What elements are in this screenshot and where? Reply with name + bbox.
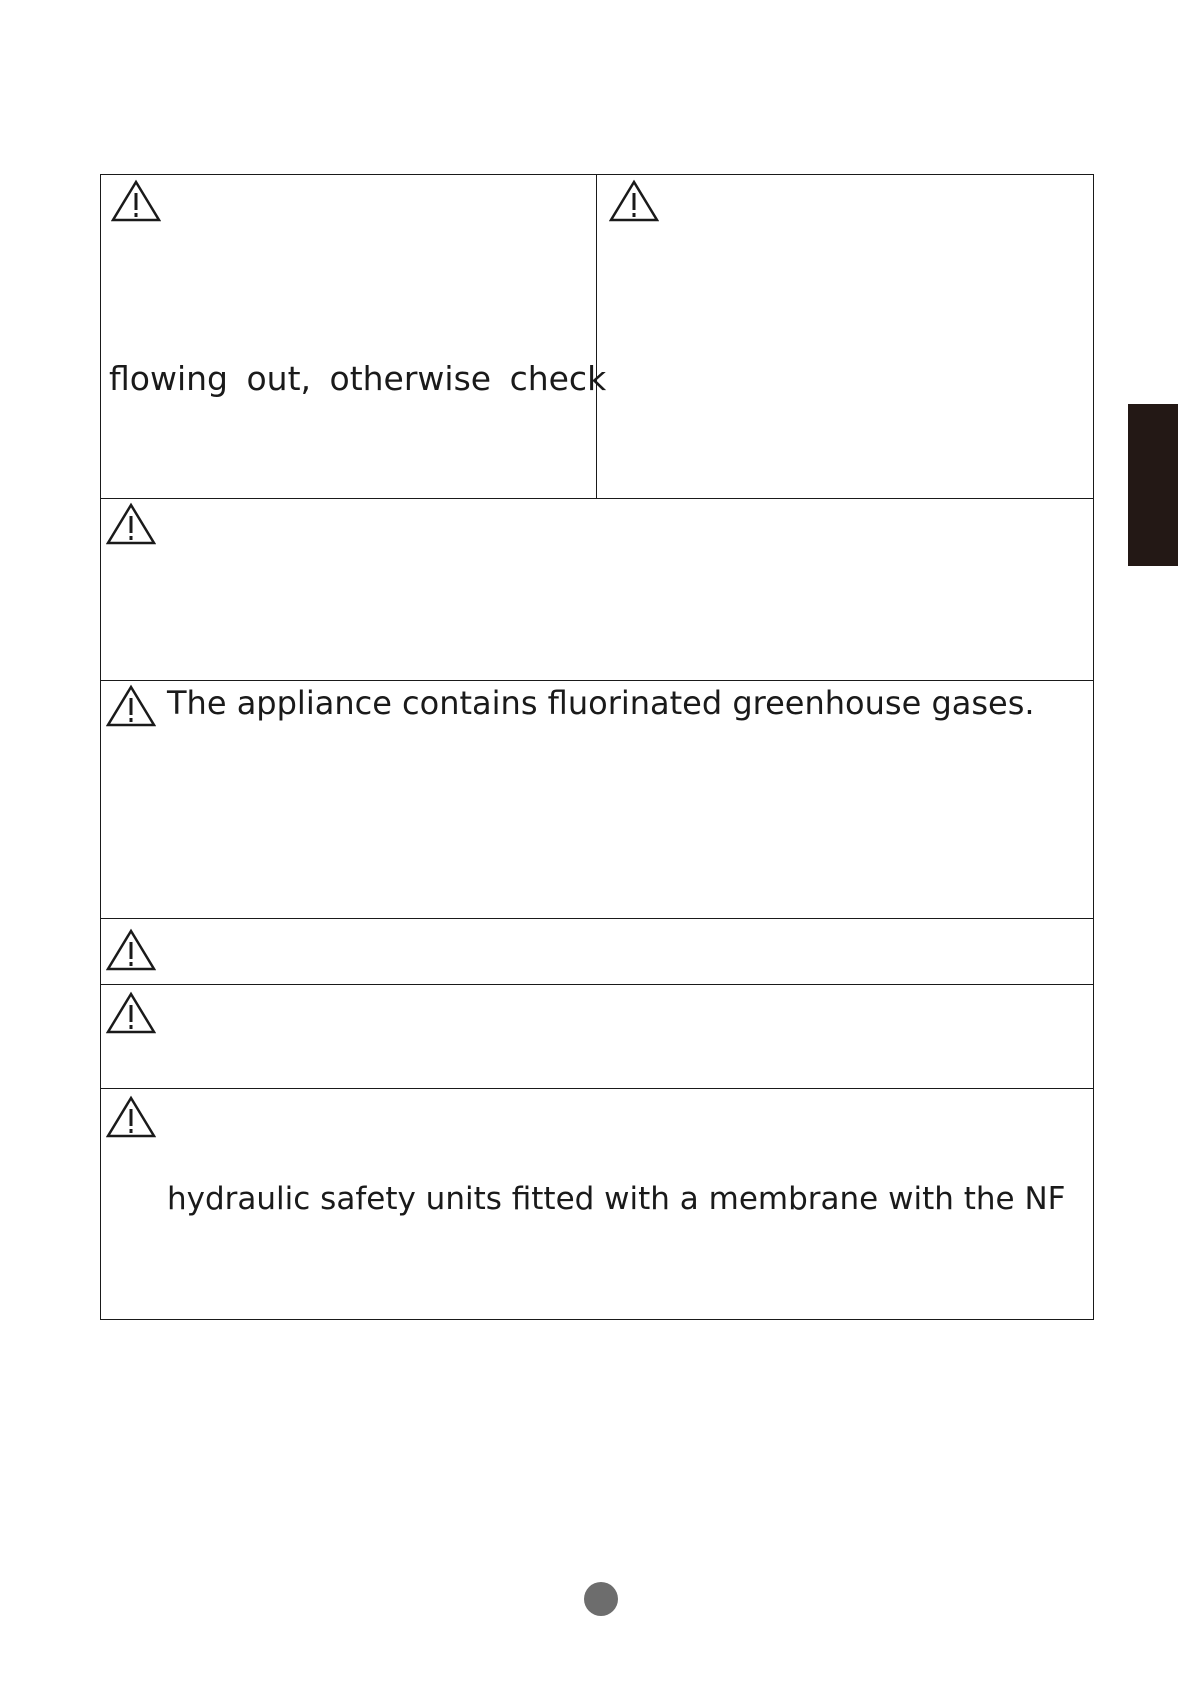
page-number-marker: [584, 1582, 618, 1616]
warning-cell-row6: [101, 1088, 1093, 1319]
warning-triangle-icon: [106, 502, 156, 546]
warning-triangle-icon: [111, 179, 161, 223]
warning-triangle-icon: [106, 1095, 156, 1139]
warning-cell-row3: [101, 680, 1093, 918]
warning-cell-row5: [101, 984, 1093, 1088]
warning-text: flowing out, otherwise check: [109, 359, 607, 398]
section-side-tab: [1128, 404, 1178, 566]
warning-triangle-icon: [106, 684, 156, 728]
warning-cell-row4: [101, 918, 1093, 984]
warning-cell-row2: [101, 498, 1093, 680]
warning-cell-row1-left: [101, 175, 607, 498]
warning-text: The appliance contains fluorinated greenhouse gases.: [167, 684, 1035, 722]
warning-triangle-icon: [106, 928, 156, 972]
warning-triangle-icon: [106, 991, 156, 1035]
warnings-table: [100, 174, 1094, 1320]
warning-triangle-icon: [609, 179, 659, 223]
warning-text: hydraulic safety units fitted with a membrane with the NF: [167, 1181, 1066, 1217]
warning-cell-row1-right: [596, 175, 1093, 498]
